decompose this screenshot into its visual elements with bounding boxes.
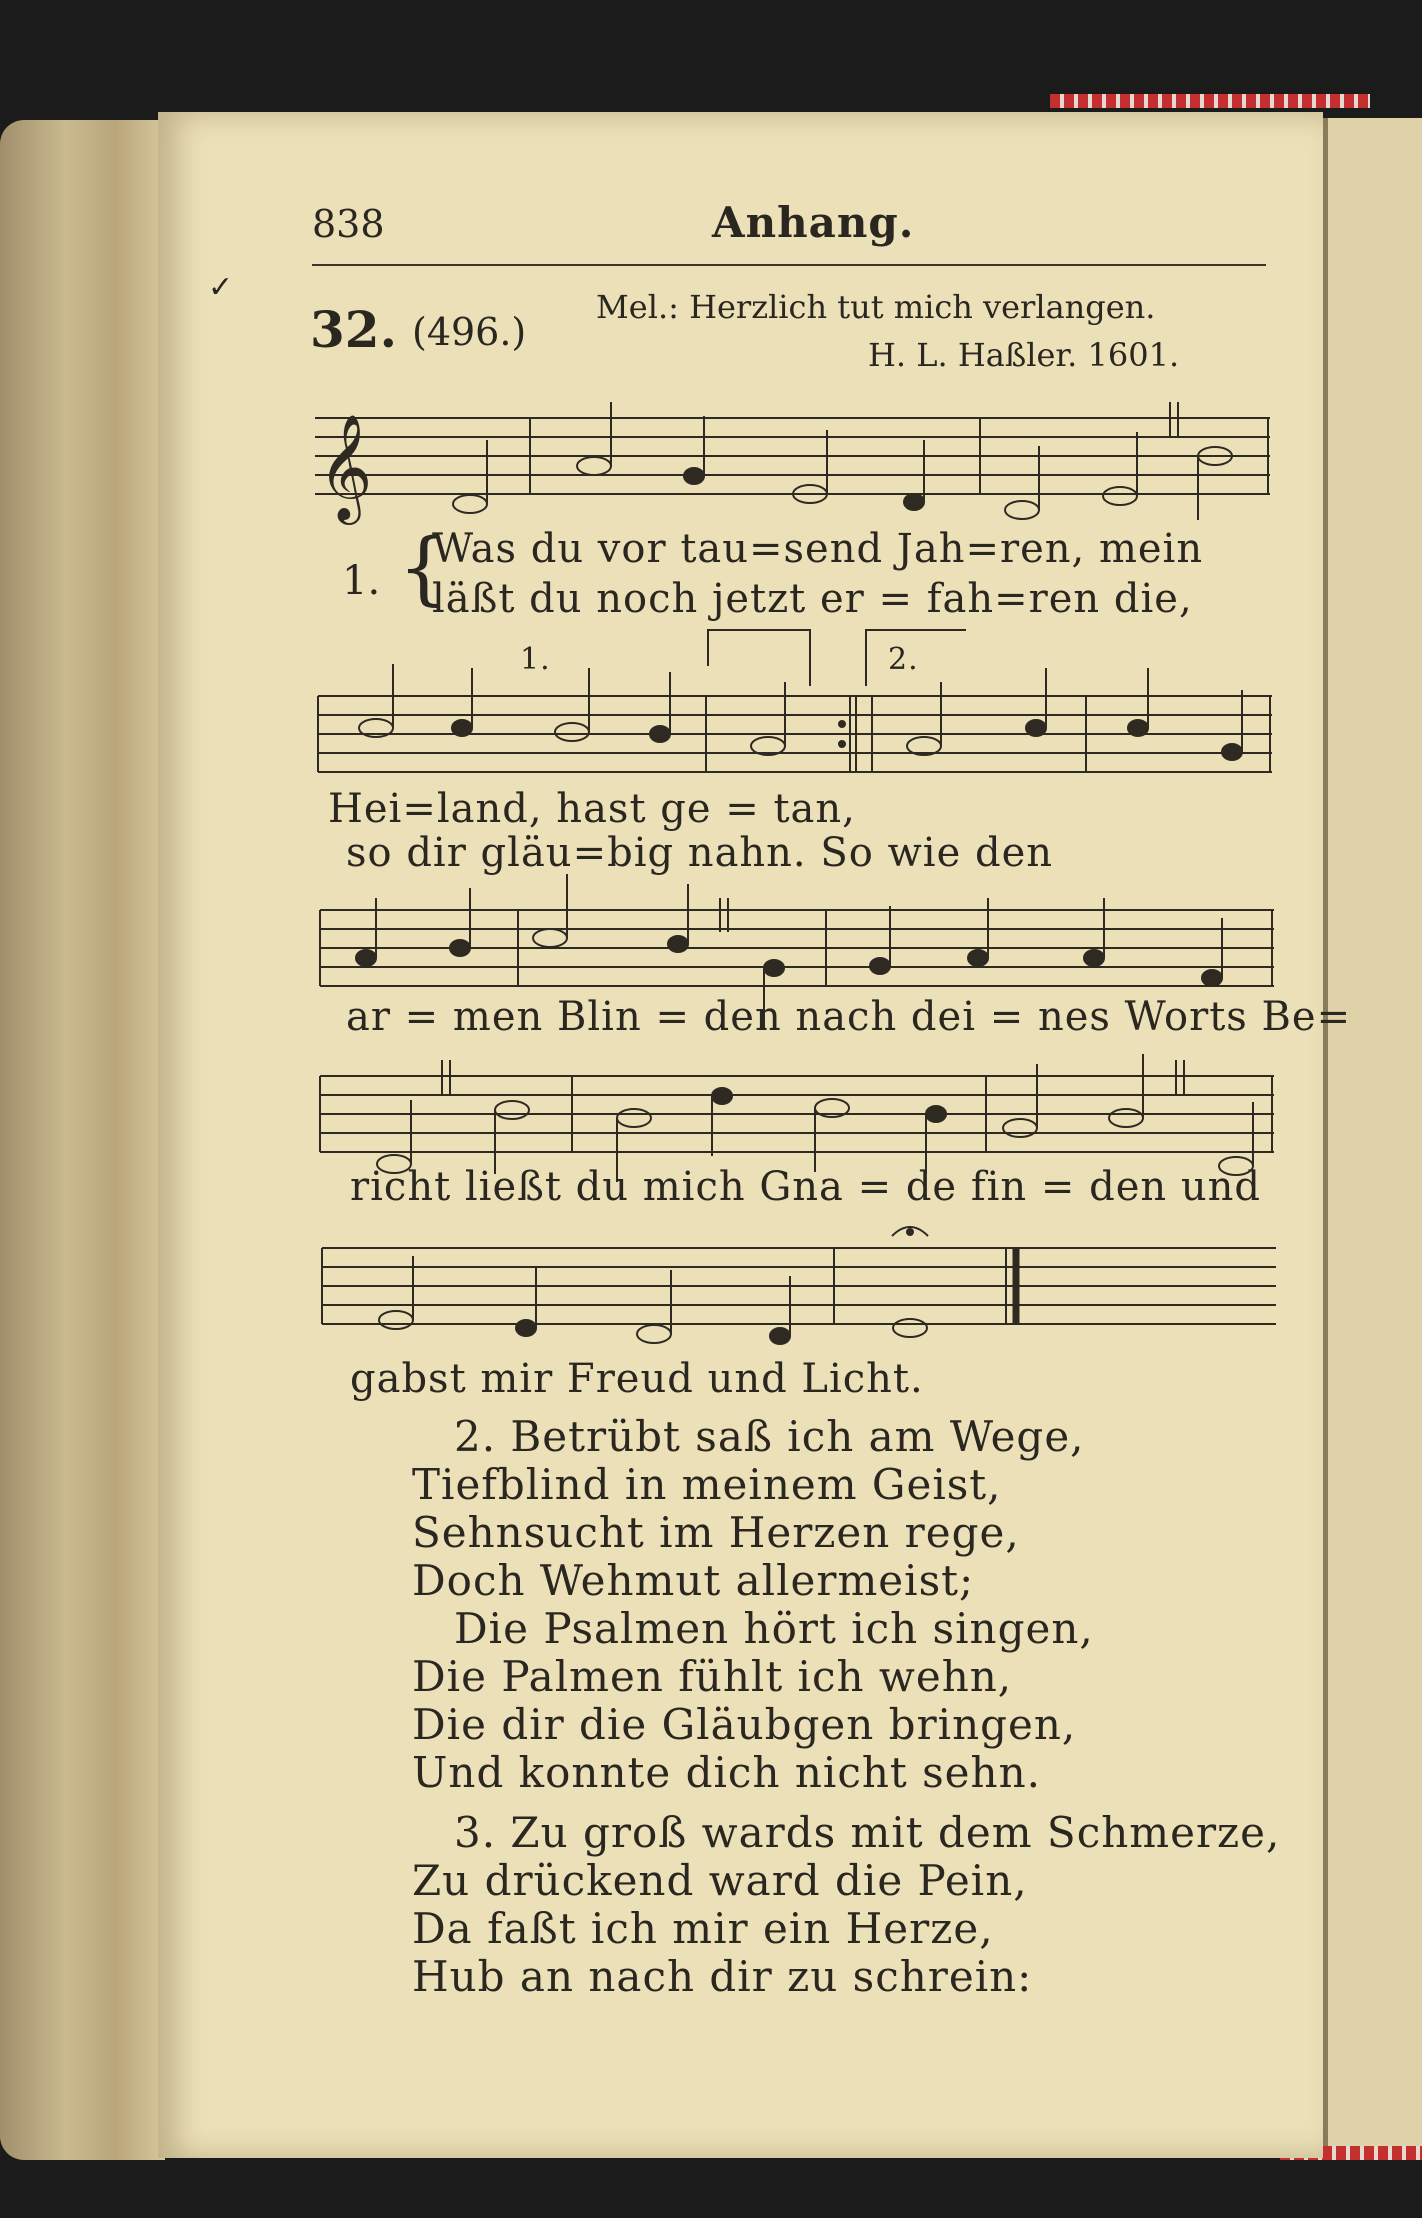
staff-1	[315, 402, 1270, 525]
verse-number-1: 1.	[342, 558, 381, 604]
svg-text:𝄞: 𝄞	[318, 413, 373, 520]
verse-2-line-6: Die Palmen fühlt ich wehn,	[412, 1652, 1013, 1701]
margin-mark: ✓	[208, 270, 234, 305]
lyric-line-1f: richt ließt du mich Gna = de fin = den und	[350, 1164, 1262, 1210]
lyric-line-1b: läßt du noch jetzt er = fah=ren die,	[432, 576, 1193, 622]
first-ending-label: 1.	[520, 642, 551, 677]
verse-2-line-2: Tiefblind in meinem Geist,	[412, 1460, 1002, 1509]
verse-2-line-1: 2. Betrübt saß ich am Wege,	[454, 1412, 1085, 1461]
verse-3-line-3: Da faßt ich mir ein Herze,	[412, 1904, 994, 1953]
original-number: (496.)	[412, 310, 527, 354]
running-header: Anhang.	[712, 198, 915, 247]
verse-2-line-4: Doch Wehmut allermeist;	[412, 1556, 975, 1605]
verse-2-line-3: Sehnsucht im Herzen rege,	[412, 1508, 1020, 1557]
lyric-line-1d: so dir gläu=big nahn. So wie den	[346, 830, 1054, 876]
lyric-line-1a: Was du vor tau=send Jah=ren, mein	[432, 526, 1204, 572]
lyric-line-1g: gabst mir Freud und Licht.	[350, 1356, 924, 1402]
verse-3-line-2: Zu drückend ward die Pein,	[412, 1856, 1028, 1905]
verse-2-line-7: Die dir die Gläubgen bringen,	[412, 1700, 1077, 1749]
staff-4	[320, 1054, 1274, 1182]
second-ending-label: 2.	[888, 642, 919, 677]
lyric-line-1c: Hei=land, hast ge = tan,	[328, 786, 856, 832]
page-number: 838	[312, 202, 385, 246]
staff-5	[322, 1227, 1276, 1344]
lyric-line-1e: ar = men Blin = den nach dei = nes Worts Be=	[346, 994, 1352, 1040]
melody-line: Mel.: Herzlich tut mich verlangen.	[596, 288, 1156, 326]
verse-2-line-8: Und konnte dich nicht sehn.	[412, 1748, 1041, 1797]
verse-2-line-5: Die Psalmen hört ich singen,	[454, 1604, 1094, 1653]
composer-line: H. L. Haßler. 1601.	[868, 336, 1180, 374]
hymn-number: 32.	[310, 300, 397, 359]
staff-2	[318, 630, 1272, 772]
verse-brace: {	[398, 521, 449, 614]
verse-3-line-1: 3. Zu groß wards mit dem Schmerze,	[454, 1808, 1281, 1857]
verse-3-line-4: Hub an nach dir zu schrein:	[412, 1952, 1033, 2001]
